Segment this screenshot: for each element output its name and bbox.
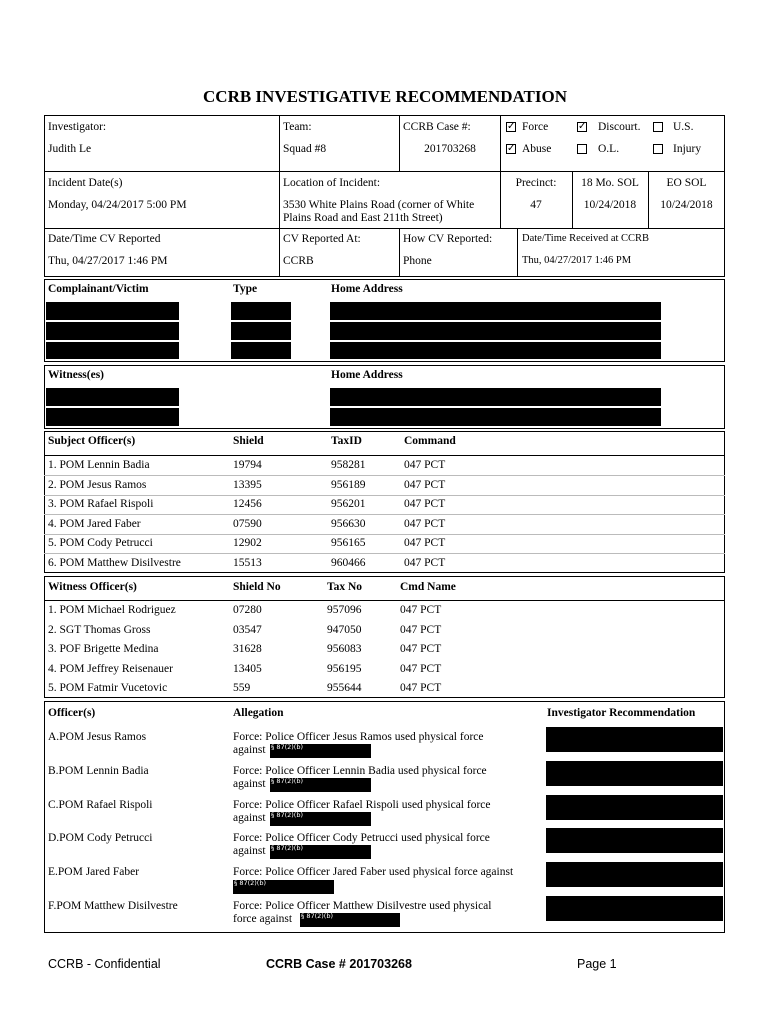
redaction-block	[46, 302, 179, 320]
row-divider	[44, 475, 725, 476]
allegation-text-line1: Force: Police Officer Cody Petrucci used physical force	[233, 832, 490, 845]
witness-officer-cell: 31628	[233, 643, 262, 655]
witness-officer-cell: 047 PCT	[400, 604, 442, 616]
subject-col-taxid: TaxID	[331, 435, 362, 447]
recommendation-redaction-block	[546, 795, 723, 820]
witness-officer-col-tax: Tax No	[327, 581, 363, 593]
witness-officer-cell: 956195	[327, 662, 362, 675]
redaction-block	[330, 388, 661, 406]
allegation-col-recommendation: Investigator Recommendation	[547, 707, 696, 719]
case-label: CCRB Case #:	[403, 121, 471, 133]
subject-officer-cell: 19794	[233, 459, 262, 471]
redaction-block	[330, 342, 661, 359]
recommendation-redaction-block	[546, 828, 723, 853]
recommendation-redaction-block	[546, 896, 723, 921]
subject-officer-cell: 13395	[233, 478, 262, 491]
allegation-officer: C.POM Rafael Rispoli	[48, 798, 153, 811]
allegation-col-allegation: Allegation	[233, 707, 284, 719]
header-frame	[44, 115, 725, 277]
subject-officer-cell: 047 PCT	[404, 498, 446, 510]
witness-officer-cell: 047 PCT	[400, 643, 442, 655]
redaction-block	[330, 302, 661, 320]
subject-col-shield: Shield	[233, 435, 264, 447]
witness-officer-cell: 5. POM Fatmir Vucetovic	[48, 682, 168, 694]
witness-col-name: Witness(es)	[48, 369, 105, 381]
subject-officer-cell: 12902	[233, 537, 262, 549]
precinct-value: 47	[530, 199, 542, 211]
subject-officer-cell: 047 PCT	[404, 556, 446, 569]
allegation-officer: E.POM Jared Faber	[48, 866, 140, 879]
subject-officer-cell: 4. POM Jared Faber	[48, 517, 141, 530]
incident-date-value: Monday, 04/24/2017 5:00 PM	[48, 199, 187, 211]
subject-officer-cell: 956189	[331, 478, 366, 491]
location-label: Location of Incident:	[283, 177, 381, 189]
checkbox-injury	[653, 144, 663, 154]
allegation-text-line2: force against	[233, 913, 293, 925]
location-line1: 3530 White Plains Road (corner of White	[283, 199, 475, 211]
witness-officer-cell: 07280	[233, 604, 262, 616]
witness-officer-cell: 047 PCT	[400, 682, 442, 694]
checkbox-discourtesy: ✓	[578, 121, 587, 132]
subject-officer-cell: 1. POM Lennin Badia	[48, 459, 150, 471]
witness-officer-cell: 047 PCT	[400, 662, 442, 675]
allegation-text-line1: Force: Police Officer Matthew Disilvestre used physical	[233, 900, 492, 912]
witness-officer-col-cmd: Cmd Name	[400, 581, 456, 593]
checkbox-label: Force	[522, 121, 549, 133]
allegation-officer: A.POM Jesus Ramos	[48, 731, 147, 743]
witness-officers-frame	[44, 576, 725, 698]
subject-officer-cell: 3. POM Rafael Rispoli	[48, 498, 154, 510]
allegation-text-line2: against	[233, 777, 266, 790]
cv-reported-value: Thu, 04/27/2017 1:46 PM	[48, 255, 168, 267]
redaction-block	[231, 322, 291, 340]
redaction-tag: § 87(2)(b)	[271, 743, 303, 751]
allegation-officer: D.POM Cody Petrucci	[48, 832, 153, 845]
row-divider	[44, 553, 725, 554]
cv-reported-label: Date/Time CV Reported	[48, 233, 161, 245]
complainant-col-type: Type	[233, 283, 258, 295]
footer-page-number: Page 1	[577, 957, 617, 971]
row-divider	[44, 514, 725, 515]
witness-officer-cell: 047 PCT	[400, 623, 442, 636]
sol18-value: 10/24/2018	[583, 199, 637, 211]
checkbox-ol	[577, 144, 587, 154]
precinct-label: Precinct:	[515, 177, 557, 189]
allegation-officer: F.POM Matthew Disilvestre	[48, 900, 178, 912]
location-line2: Plains Road and East 211th Street)	[283, 212, 443, 224]
allegation-officer: B.POM Lennin Badia	[48, 764, 149, 777]
team-value: Squad #8	[283, 143, 327, 155]
team-label: Team:	[283, 121, 312, 133]
checkbox-label: Discourt.	[598, 121, 641, 133]
received-value: Thu, 04/27/2017 1:46 PM	[522, 255, 632, 266]
recommendation-redaction-block	[546, 727, 723, 752]
checkbox-label: Abuse	[522, 143, 552, 155]
redaction-tag: § 87(2)(b)	[271, 776, 303, 785]
complainant-col-name: Complainant/Victim	[48, 283, 149, 295]
page-title: CCRB INVESTIGATIVE RECOMMENDATION	[203, 87, 567, 106]
redaction-block	[46, 388, 179, 406]
footer-confidential: CCRB - Confidential	[48, 957, 161, 971]
redaction-tag: § 87(2)(b)	[271, 844, 303, 853]
row-divider	[44, 534, 725, 535]
witness-officer-col-officer: Witness Officer(s)	[48, 581, 137, 593]
witness-officer-cell: 2. SGT Thomas Gross	[48, 623, 151, 636]
subject-officer-cell: 047 PCT	[404, 517, 446, 530]
witness-officer-cell: 03547	[233, 623, 262, 636]
checkbox-abuse: ✓	[507, 143, 516, 154]
witness-officer-cell: 947050	[327, 623, 362, 636]
witness-officer-cell: 559	[233, 682, 251, 694]
subject-officer-cell: 5. POM Cody Petrucci	[48, 537, 153, 549]
subject-officer-cell: 956201	[331, 498, 366, 510]
allegation-text-line2: against	[233, 845, 266, 858]
redaction-block	[231, 302, 291, 320]
redaction-block	[231, 342, 291, 359]
subject-officer-cell: 047 PCT	[404, 478, 446, 491]
how-reported-label: How CV Reported:	[403, 233, 493, 245]
redaction-block	[46, 342, 179, 359]
redaction-block	[46, 322, 179, 340]
subject-officer-cell: 047 PCT	[404, 537, 446, 549]
subject-officer-cell: 047 PCT	[404, 459, 446, 471]
allegation-text-line1: Force: Police Officer Jared Faber used physical force against	[233, 866, 514, 879]
witness-officer-cell: 957096	[327, 604, 362, 616]
subject-officer-cell: 12456	[233, 498, 262, 510]
subject-col-officer: Subject Officer(s)	[48, 435, 136, 447]
subject-officer-cell: 07590	[233, 517, 262, 530]
subject-officer-cell: 960466	[331, 556, 366, 569]
subject-officer-cell: 956165	[331, 537, 366, 549]
how-reported-value: Phone	[403, 255, 432, 267]
witness-officer-cell: 3. POF Brigette Medina	[48, 643, 159, 655]
redaction-tag: § 87(2)(b)	[271, 810, 303, 819]
case-number: 201703268	[424, 143, 476, 155]
recommendation-redaction-block	[546, 761, 723, 786]
subject-officer-cell: 6. POM Matthew Disilvestre	[48, 556, 181, 569]
witness-officer-cell: 4. POM Jeffrey Reisenauer	[48, 662, 173, 675]
redaction-tag: § 87(2)(b)	[301, 912, 333, 920]
investigator-label: Investigator:	[48, 121, 107, 133]
checkbox-label: U.S.	[673, 121, 694, 133]
eosol-value: 10/24/2018	[660, 199, 713, 211]
redaction-block	[46, 408, 179, 426]
checkbox-label: Injury	[673, 143, 702, 155]
allegation-text-line1: Force: Police Officer Jesus Ramos used physical force	[233, 731, 484, 743]
checkbox-force: ✓	[507, 121, 516, 132]
received-label: Date/Time Received at CCRB	[522, 233, 650, 244]
subject-col-command: Command	[404, 435, 456, 447]
complainant-col-address: Home Address	[331, 283, 403, 295]
allegation-text-line1: Force: Police Officer Lennin Badia used physical force	[233, 764, 487, 777]
redaction-block	[330, 322, 661, 340]
incident-date-label: Incident Date(s)	[48, 177, 123, 189]
witness-officer-cell: 956083	[327, 643, 362, 655]
allegation-col-officer: Officer(s)	[48, 707, 96, 719]
witness-officer-cell: 1. POM Michael Rodriguez	[48, 604, 176, 616]
footer-case-number: CCRB Case # 201703268	[266, 957, 412, 971]
allegation-text-line2: against	[233, 811, 266, 824]
subject-officer-cell: 958281	[331, 459, 366, 471]
witness-officer-col-shield: Shield No	[233, 581, 281, 593]
subject-officer-cell: 956630	[331, 517, 366, 530]
redaction-tag: § 87(2)(b)	[234, 879, 266, 888]
cv-at-label: CV Reported At:	[283, 233, 361, 245]
subject-officer-cell: 2. POM Jesus Ramos	[48, 478, 147, 491]
eosol-label: EO SOL	[666, 177, 707, 189]
witness-officer-cell: 13405	[233, 662, 262, 675]
checkbox-label: O.L.	[598, 143, 620, 155]
row-divider	[44, 495, 725, 496]
allegation-text-line1: Force: Police Officer Rafael Rispoli used physical force	[233, 798, 491, 811]
redaction-block	[330, 408, 661, 426]
allegation-text-line2: against	[233, 744, 266, 756]
checkbox-us	[653, 122, 663, 132]
cv-at-value: CCRB	[283, 255, 314, 267]
recommendation-redaction-block	[546, 862, 723, 887]
subject-officer-cell: 15513	[233, 556, 262, 569]
investigator-value: Judith Le	[48, 143, 92, 155]
witness-col-address: Home Address	[331, 369, 403, 381]
witness-officer-cell: 955644	[327, 682, 362, 694]
sol18-label: 18 Mo. SOL	[581, 177, 639, 189]
